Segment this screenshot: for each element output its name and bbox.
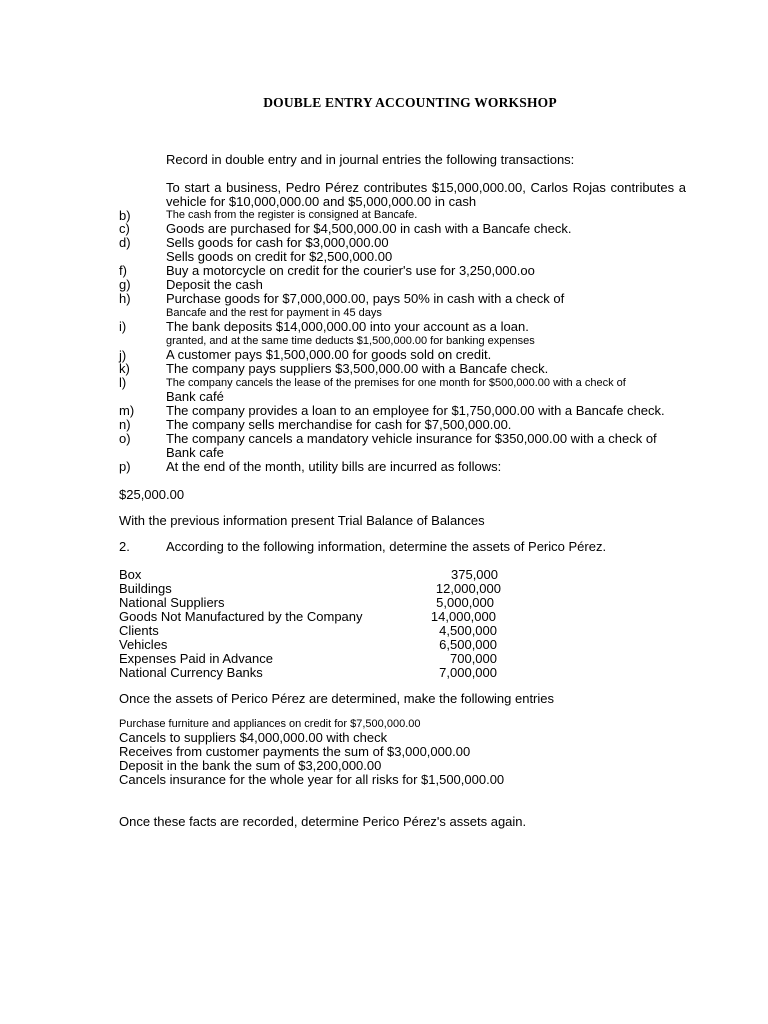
closing-text: Once these facts are recorded, determine Perico Pérez's assets again. xyxy=(119,814,527,829)
item-text: Buy a motorcycle on credit for the courier's use for 3,250,000.oo xyxy=(166,263,535,278)
item-label: f) xyxy=(119,263,127,278)
trial-balance-text: With the previous information present Trial Balance of Balances xyxy=(119,513,485,528)
asset-name: Buildings xyxy=(119,581,172,596)
item-label: g) xyxy=(119,277,131,292)
utility-amount: $25,000.00 xyxy=(119,487,185,502)
asset-amount: 12,000,000 xyxy=(435,581,501,596)
item-text: Goods are purchased for $4,500,000.00 in cash with a Bancafe check. xyxy=(166,221,572,236)
item-text: Bank cafe xyxy=(166,445,224,460)
item-text: Deposit the cash xyxy=(166,277,263,292)
asset-amount: 14,000,000 xyxy=(430,609,496,624)
item-label: i) xyxy=(119,319,127,334)
item-text: Bancafe and the rest for payment in 45 days xyxy=(166,307,382,319)
entries-intro: Once the assets of Perico Pérez are determined, make the following entries xyxy=(119,691,554,706)
item-label: h) xyxy=(119,291,131,306)
item-label: b) xyxy=(119,208,131,223)
first-item-line-1: To start a business, Pedro Pérez contributes $15,000,000.00, Carlos Rojas contributes a xyxy=(166,180,686,195)
asset-amount: 375,000 xyxy=(451,567,498,582)
entry-line: Deposit in the bank the sum of $3,200,000.00 xyxy=(119,758,382,773)
intro-text: Record in double entry and in journal entries the following transactions: xyxy=(166,152,575,167)
asset-name: Box xyxy=(119,567,142,582)
item-label: l) xyxy=(119,375,127,390)
asset-amount: 700,000 xyxy=(450,651,497,666)
item-label: j) xyxy=(119,348,127,363)
entry-line: Purchase furniture and appliances on credit for $7,500,000.00 xyxy=(119,718,421,730)
item-text: The company provides a loan to an employee for $1,750,000.00 with a Bancafe check. xyxy=(166,403,665,418)
item-text: A customer pays $1,500,000.00 for goods sold on credit. xyxy=(166,347,492,362)
asset-name: National Currency Banks xyxy=(119,665,263,680)
item-label: p) xyxy=(119,459,131,474)
item-text: At the end of the month, utility bills are incurred as follows: xyxy=(166,459,502,474)
asset-amount: 7,000,000 xyxy=(439,665,497,680)
item-text: Sells goods on credit for $2,500,000.00 xyxy=(166,249,393,264)
first-item-line-2: vehicle for $10,000,000.00 and $5,000,000.00 in cash xyxy=(166,194,477,209)
item-label: c) xyxy=(119,221,130,236)
item-text: The company cancels a mandatory vehicle insurance for $350,000.00 with a check of xyxy=(166,431,657,446)
item-label: m) xyxy=(119,403,135,418)
section-number: 2. xyxy=(119,539,130,554)
item-text: Purchase goods for $7,000,000.00, pays 50% in cash with a check of xyxy=(166,291,565,306)
item-label: n) xyxy=(119,417,131,432)
asset-name: Clients xyxy=(119,623,159,638)
asset-amount: 5,000,000 xyxy=(436,595,494,610)
entry-line: Cancels to suppliers $4,000,000.00 with check xyxy=(119,730,388,745)
item-text: The company cancels the lease of the premises for one month for $500,000.00 with a check of xyxy=(166,377,626,389)
item-text: The company sells merchandise for cash for $7,500,000.00. xyxy=(166,417,512,432)
item-text: Bank café xyxy=(166,389,224,404)
item-label: o) xyxy=(119,431,131,446)
item-text: The bank deposits $14,000,000.00 into your account as a loan. xyxy=(166,319,529,334)
item-text: Sells goods for cash for $3,000,000.00 xyxy=(166,235,389,250)
section-text: According to the following information, determine the assets of Perico Pérez. xyxy=(166,539,607,554)
item-label: d) xyxy=(119,235,131,250)
asset-name: National Suppliers xyxy=(119,595,225,610)
asset-name: Expenses Paid in Advance xyxy=(119,651,273,666)
asset-name: Vehicles xyxy=(119,637,168,652)
asset-amount: 4,500,000 xyxy=(439,623,497,638)
item-text: granted, and at the same time deducts $1,500,000.00 for banking expenses xyxy=(166,335,535,347)
entry-line: Receives from customer payments the sum of $3,000,000.00 xyxy=(119,744,471,759)
item-label: k) xyxy=(119,361,130,376)
page-title: DOUBLE ENTRY ACCOUNTING WORKSHOP xyxy=(263,95,557,110)
item-text: The cash from the register is consigned at Bancafe. xyxy=(166,209,418,221)
item-text: The company pays suppliers $3,500,000.00 with a Bancafe check. xyxy=(166,361,549,376)
asset-amount: 6,500,000 xyxy=(439,637,497,652)
entry-line: Cancels insurance for the whole year for all risks for $1,500,000.00 xyxy=(119,772,505,787)
asset-name: Goods Not Manufactured by the Company xyxy=(119,609,363,624)
